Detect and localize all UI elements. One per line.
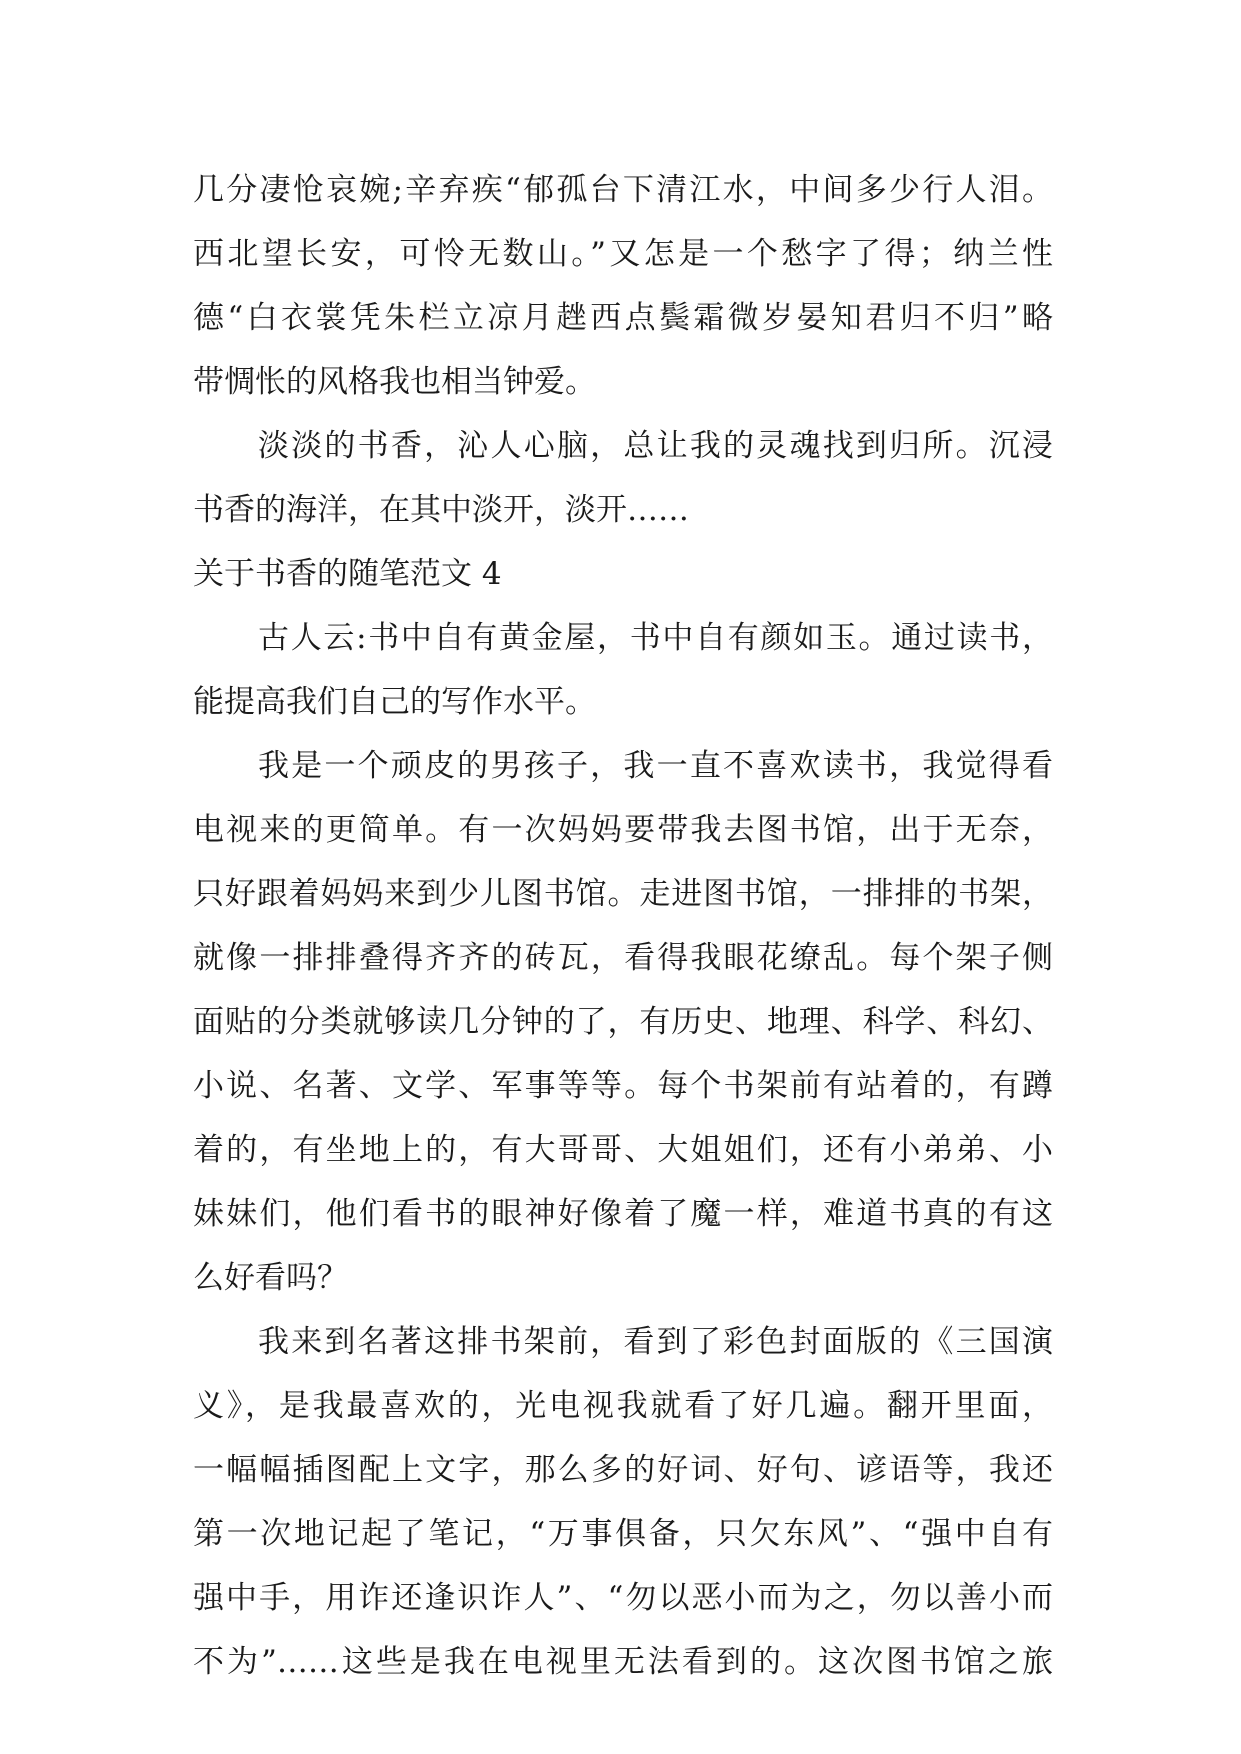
essay-text: [193, 158, 1053, 1694]
text-line: 几分凄怆哀婉;辛弃疾“郁孤台下清江水，中间多少行人泪。: [193, 172, 1053, 208]
text-line: 强中手，用诈还逢识诈人”、“勿以恶小而为之，勿以善小而: [193, 1580, 1053, 1616]
text-line: 一幅幅插图配上文字，那么多的好词、好句、谚语等，我还: [193, 1452, 1053, 1488]
text-line: 书香的海洋，在其中淡开，淡开……: [193, 492, 689, 528]
paragraph-first-line: 我是一个顽皮的男孩子，我一直不喜欢读书，我觉得看: [258, 748, 1053, 784]
section-heading: 关于书香的随笔范文 4: [193, 556, 502, 592]
text-line: 不为”……这些是我在电视里无法看到的。这次图书馆之旅: [193, 1644, 1053, 1680]
text-line: 义》，是我最喜欢的，光电视我就看了好几遍。翻开里面，: [193, 1388, 1053, 1424]
text-line: 德“白衣裳凭朱栏立凉月趖西点鬓霜微岁晏知君归不归”略: [193, 300, 1053, 336]
text-line: 就像一排排叠得齐齐的砖瓦，看得我眼花缭乱。每个架子侧: [193, 940, 1053, 976]
text-line: 电视来的更简单。有一次妈妈要带我去图书馆，出于无奈，: [193, 812, 1053, 848]
text-line: 面贴的分类就够读几分钟的了，有历史、地理、科学、科幻、: [193, 1004, 1053, 1040]
text-line: 带惆怅的风格我也相当钟爱。: [193, 364, 596, 400]
paragraph-first-line: 淡淡的书香，沁人心脑，总让我的灵魂找到归所。沉浸: [258, 428, 1053, 464]
paragraph-first-line: 我来到名著这排书架前，看到了彩色封面版的《三国演: [258, 1324, 1053, 1360]
text-line: 西北望长安，可怜无数山。”又怎是一个愁字了得；纳兰性: [193, 236, 1053, 272]
text-line: 能提高我们自己的写作水平。: [193, 684, 596, 720]
text-line: 妹妹们，他们看书的眼神好像着了魔一样，难道书真的有这: [193, 1196, 1053, 1232]
text-line: 只好跟着妈妈来到少儿图书馆。走进图书馆，一排排的书架，: [193, 876, 1053, 912]
text-line: 么好看吗？: [193, 1260, 348, 1296]
text-line: 着的，有坐地上的，有大哥哥、大姐姐们，还有小弟弟、小: [193, 1132, 1053, 1168]
text-line: 第一次地记起了笔记，“万事俱备，只欠东风”、“强中自有: [193, 1516, 1053, 1552]
paragraph-first-line: 古人云:书中自有黄金屋，书中自有颜如玉。通过读书，: [258, 620, 1053, 656]
text-line: 小说、名著、文学、军事等等。每个书架前有站着的，有蹲: [193, 1068, 1053, 1104]
